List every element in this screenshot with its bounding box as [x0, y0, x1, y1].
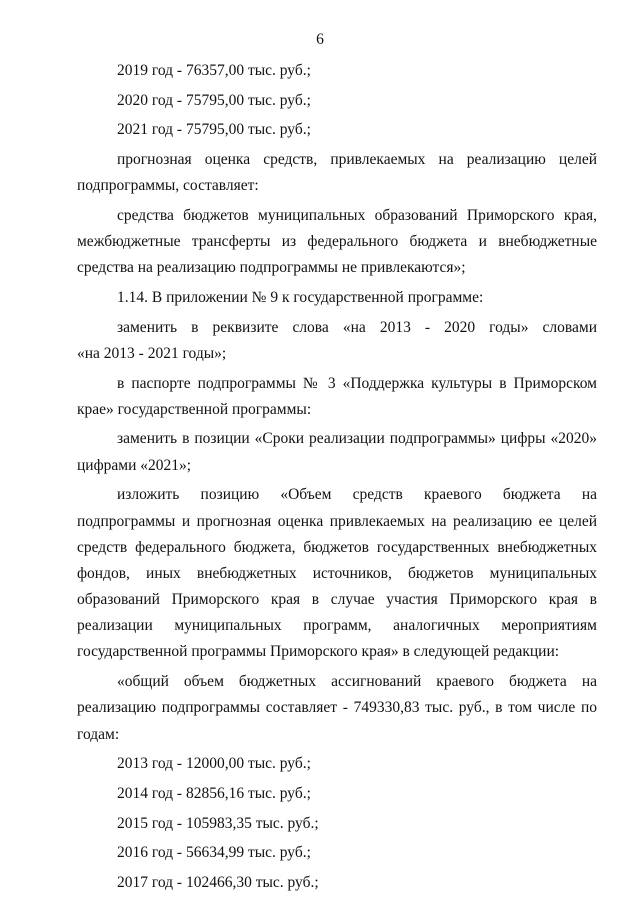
text-line: средства бюджетов муниципальных образований Приморского края,: [117, 206, 597, 224]
text-line: 2016 год - 56634,99 тыс. руб.;: [117, 844, 311, 862]
paragraph: [77, 840, 597, 866]
text-line: фондов, иных внебюджетных источников, бюджетов муниципальных: [77, 564, 597, 582]
paragraph: [77, 811, 597, 837]
text-line: государственной программы Приморского края» в следующей редакции:: [77, 643, 560, 661]
paragraph: [77, 781, 597, 807]
paragraph: [77, 482, 597, 665]
text-line: крае» государственной программы:: [77, 400, 312, 418]
text-line: прогнозная оценка средств, привлекаемых на реализацию целей: [117, 151, 597, 169]
text-line: 2019 год - 76357,00 тыс. руб.;: [117, 62, 311, 79]
paragraph: [77, 315, 597, 367]
paragraph: [77, 147, 597, 199]
text-line: 2020 год - 75795,00 тыс. руб.;: [117, 91, 311, 109]
text-line: средств федерального бюджета, бюджетов государственных внебюджетных: [77, 538, 597, 556]
page-number: 6: [316, 31, 324, 48]
text-line: заменить в позиции «Сроки реализации подпрограммы» цифры «2020»: [117, 430, 597, 448]
text-line: «на 2013 - 2021 годы»;: [77, 344, 227, 362]
text-line: подпрограммы, составляет:: [77, 177, 259, 195]
paragraph: [77, 751, 597, 777]
paragraph: [77, 426, 597, 478]
text-line: реализацию подпрограммы составляет - 749330,83 тыс. руб., в том числе по: [77, 699, 597, 717]
text-line: 2013 год - 12000,00 тыс. руб.;: [117, 755, 311, 773]
text-line: 2014 год - 82856,16 тыс. руб.;: [117, 784, 311, 802]
document-body: [77, 58, 597, 900]
paragraph-gap: [77, 896, 597, 900]
text-line: средства на реализацию подпрограммы не привлекаются»;: [77, 259, 466, 277]
text-line: образований Приморского края в случае участия Приморского края в: [77, 591, 597, 609]
text-line: изложить позицию «Объем средств краевого бюджета на: [117, 486, 597, 504]
text-line: подпрограммы и прогнозная оценка привлекаемых на реализацию ее целей: [77, 512, 597, 530]
paragraph: [77, 88, 597, 114]
paragraph: [77, 371, 597, 423]
text-line: 2021 год - 75795,00 тыс. руб.;: [117, 121, 311, 139]
paragraph: [77, 669, 597, 748]
text-line: реализации муниципальных программ, аналогичных мероприятиям: [77, 617, 597, 635]
text-line: 2017 год - 102466,30 тыс. руб.;: [117, 873, 319, 891]
text-line: «общий объем бюджетных ассигнований краевого бюджета на: [117, 673, 597, 691]
paragraph: [77, 870, 597, 896]
text-line: заменить в реквизите слова «на 2013 - 2020 годы» словами: [117, 318, 597, 336]
paragraph: [77, 285, 597, 311]
paragraph: [77, 203, 597, 282]
text-line: 2015 год - 105983,35 тыс. руб.;: [117, 814, 319, 832]
text-line: межбюджетные трансферты из федерального бюджета и внебюджетные: [77, 233, 597, 251]
text-line: цифрами «2021»;: [77, 456, 192, 474]
paragraph: [77, 117, 597, 143]
text-line: 1.14. В приложении № 9 к государственной программе:: [117, 289, 484, 306]
text-line: годам:: [77, 725, 120, 743]
text-line: в паспорте подпрограммы № 3 «Поддержка культуры в Приморском: [117, 374, 597, 392]
paragraph: [77, 58, 597, 84]
